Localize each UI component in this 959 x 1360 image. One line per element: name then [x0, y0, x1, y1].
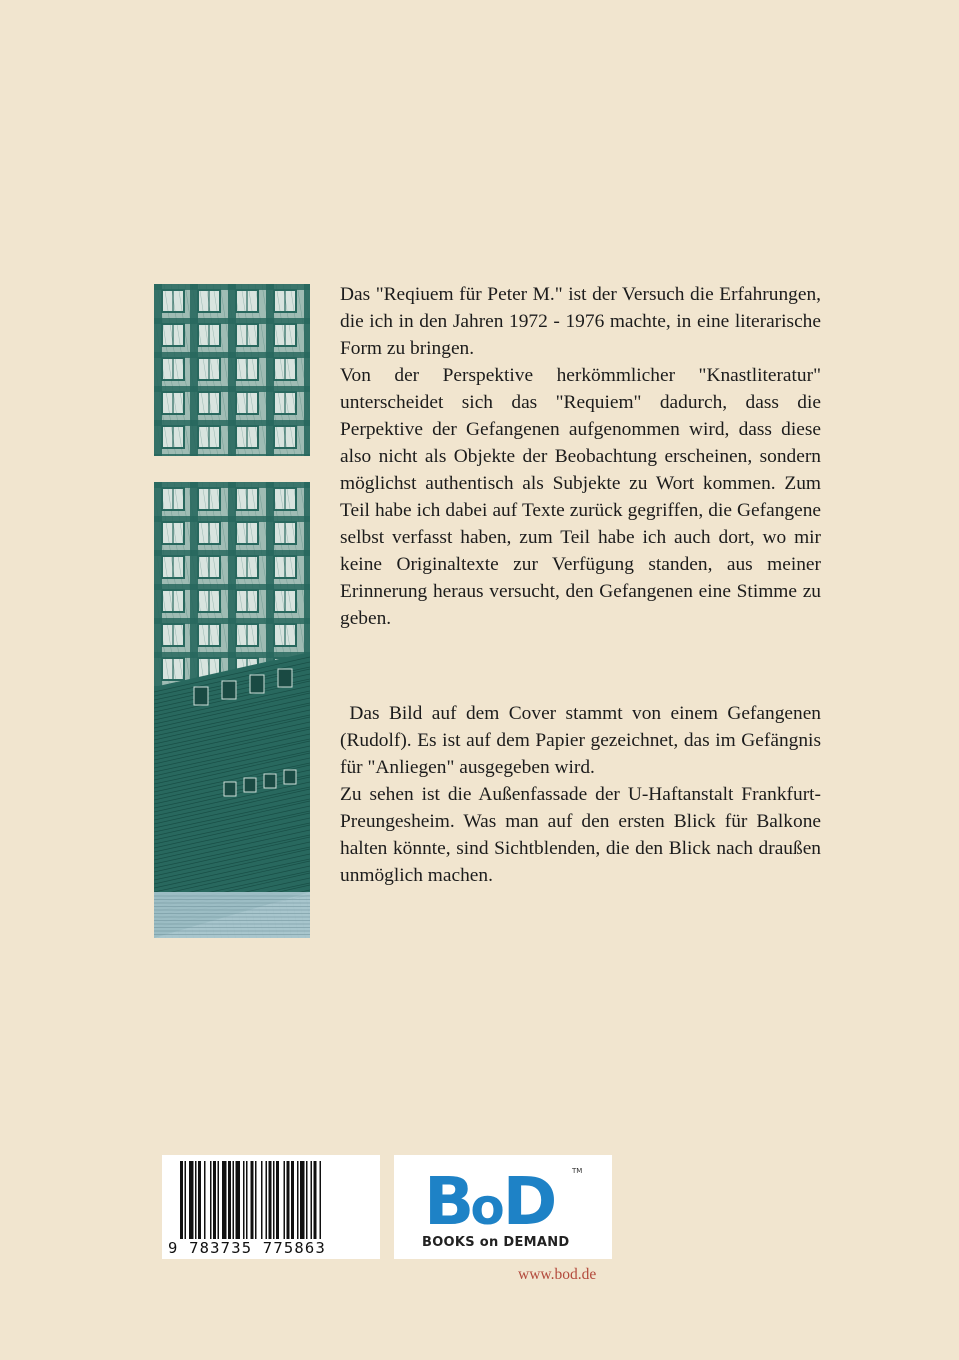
publisher-logo [394, 1155, 612, 1259]
cover-art-top-strip [154, 284, 310, 456]
description-paragraph-2: Von der Perspektive herkömmlicher "Knastliteratur" unterscheidet sich das "Requiem" dadurch, dass die Perpektive der Gefangenen aufgenommen wird, dass diese also nicht als Objekte der Beobachtung erscheinen, sondern möglichst authentisch als Subjekte zu Wort kommen. Zum Teil habe ich dabei auf Texte zurück gegriffen, die Gefangene selbst verfasst haben, zum Teil habe ich auch dort, wo mir keine Originaltexte zur Verfügung standen, aus meiner Erinnerung heraus versucht, den Gefangenen eine Stimme zu geben. [340, 365, 821, 629]
cover-image-note [340, 700, 821, 889]
logo-tagline: BOOKS on DEMAND [422, 1235, 570, 1250]
logo-letter-o: o [470, 1178, 503, 1236]
isbn-barcode [162, 1155, 380, 1259]
bod-logo-mark [424, 1163, 554, 1240]
facade-drawing-bottom [154, 482, 310, 938]
trademark-symbol: TM [572, 1167, 583, 1175]
facade-drawing-top [154, 284, 310, 456]
image-note-paragraph-2: Zu sehen ist die Außenfassade der U-Haftanstalt Frankfurt-Preungesheim. Was man auf den ersten Blick für Balkone halten könnte, sind Sichtblenden, die den Blick nach draußen unmöglich machen. [340, 784, 821, 886]
cover-art-bottom-strip [154, 482, 310, 938]
book-description [340, 281, 821, 632]
description-paragraph-1: Das "Reqiuem für Peter M." ist der Versuch die Erfahrungen, die ich in den Jahren 1972 - 1976 machte, in eine literarische Form zu bringen. [340, 284, 821, 359]
publisher-website: www.bod.de [518, 1266, 597, 1283]
image-note-paragraph-1: Das Bild auf dem Cover stammt von einem Gefangenen (Rudolf). Es ist auf dem Papier gezeichnet, das im Gefängnis für "Anliegen" ausgegeben wird. [340, 703, 821, 778]
logo-letter-d: D [502, 1163, 554, 1240]
barcode-digits: 9 783735 775863 [168, 1239, 376, 1257]
logo-letter-b: B [424, 1163, 471, 1240]
